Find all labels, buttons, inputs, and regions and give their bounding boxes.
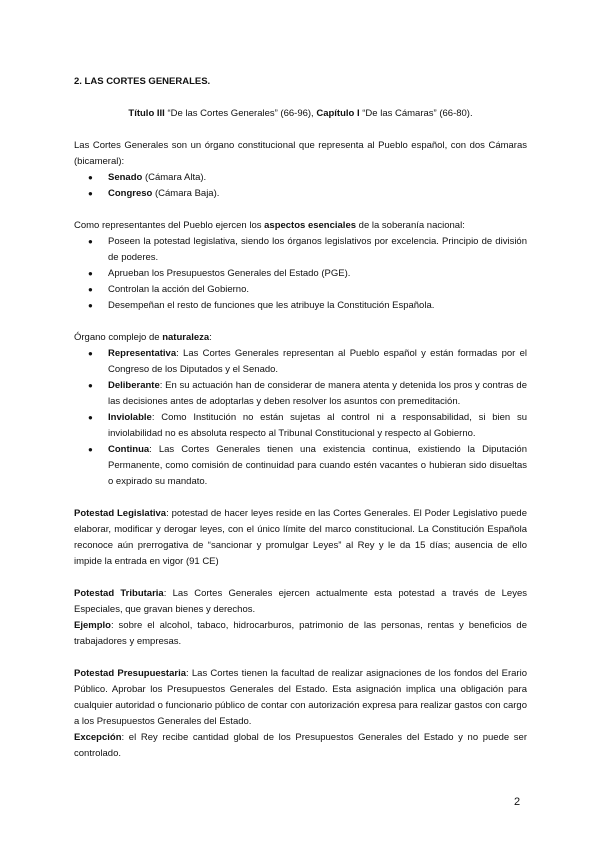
subtitle-title: Título III — [128, 108, 165, 119]
list-item: ● Inviolable: Como Institución no están sujetas al control ni a responsabilidad, si bien su inviolabilidad no es absoluta respecto al Tribunal Constitucional y respecto al Gobierno. — [108, 410, 527, 442]
list-item: ● Representativa: Las Cortes Generales representan al Pueblo español y están formadas por el Congreso de los Diputados y el Senado. — [108, 346, 527, 378]
section-title: 2. LAS CORTES GENERALES. — [74, 76, 211, 87]
subtitle — [74, 106, 527, 122]
list-item: ● Congreso (Cámara Baja). — [108, 186, 527, 202]
subtitle-chapter: Capítulo I — [316, 108, 360, 119]
list-item: ● Continua: Las Cortes Generales tienen una existencia continua, existiendo la Diputación Permanente, como comisión de continuidad para cuando estén vacantes o hubieran sido disueltas o expirado su mandato. — [108, 442, 527, 490]
subtitle-mid: “De las Cortes Generales” (66-96), — [164, 108, 317, 119]
chambers-list — [74, 170, 527, 202]
intro-paragraph: Las Cortes Generales son un órgano constitucional que representa al Pueblo español, con dos Cámaras (bicameral): — [74, 140, 527, 167]
list-item: ● Controlan la acción del Gobierno. — [108, 282, 527, 298]
functions-list — [74, 234, 527, 314]
list-item: ● Desempeñan el resto de funciones que les atribuye la Constitución Española. — [108, 298, 527, 314]
list-item: ● Senado (Cámara Alta). — [108, 170, 527, 186]
list-item: ● Deliberante: En su actuación han de considerar de manera atenta y detenida los pros y contras de las decisiones antes de adoptarlas y deben resolver los asuntos con premeditación. — [108, 378, 527, 410]
list-item: ● Poseen la potestad legislativa, siendo los órganos legislativos por excelencia. Principio de división de poderes. — [108, 234, 527, 266]
subtitle-end: “De las Cámaras” (66-80). — [359, 108, 473, 119]
presupuestaria-exception: Excepción: el Rey recibe cantidad global de los Presupuestos Generales del Estado y no puede ser controlado. — [74, 732, 527, 759]
document-page — [74, 74, 527, 762]
representatives-paragraph: Como representantes del Pueblo ejercen los aspectos esenciales de la soberanía nacional: — [74, 220, 465, 231]
presupuestaria-paragraph: Potestad Presupuestaria: Las Cortes tienen la facultad de realizar asignaciones de los fondos del Erario Público. Aprobar los Presupuestos Generales del Estado. Esta asignación implica una obligación para cualquier autoridad o funcionario público de contar con autorización expresa para realizar gastos con cargo a los Presupuestos Generales del Estado. — [74, 668, 527, 727]
list-item: ● Aprueban los Presupuestos Generales del Estado (PGE). — [108, 266, 527, 282]
nature-paragraph: Órgano complejo de naturaleza: — [74, 332, 212, 343]
tributaria-example: Ejemplo: sobre el alcohol, tabaco, hidrocarburos, patrimonio de las personas, rentas y beneficios de trabajadores y empresas. — [74, 620, 527, 647]
nature-list — [74, 346, 527, 490]
legislativa-paragraph: Potestad Legislativa: potestad de hacer leyes reside en las Cortes Generales. El Poder Legislativo puede elaborar, modificar y derogar leyes, con el único límite del marco constitucional. La Constitución Española reconoce aún prerrogativa de “sancionar y promulgar Leyes” al Rey y le da 15 días; ausencia de ello impide la entrada en vigor (91 CE) — [74, 508, 527, 567]
page-number: 2 — [514, 796, 521, 808]
tributaria-paragraph: Potestad Tributaria: Las Cortes Generales ejercen actualmente esta potestad a través de Leyes Especiales, que gravan bienes y derechos. — [74, 588, 527, 615]
